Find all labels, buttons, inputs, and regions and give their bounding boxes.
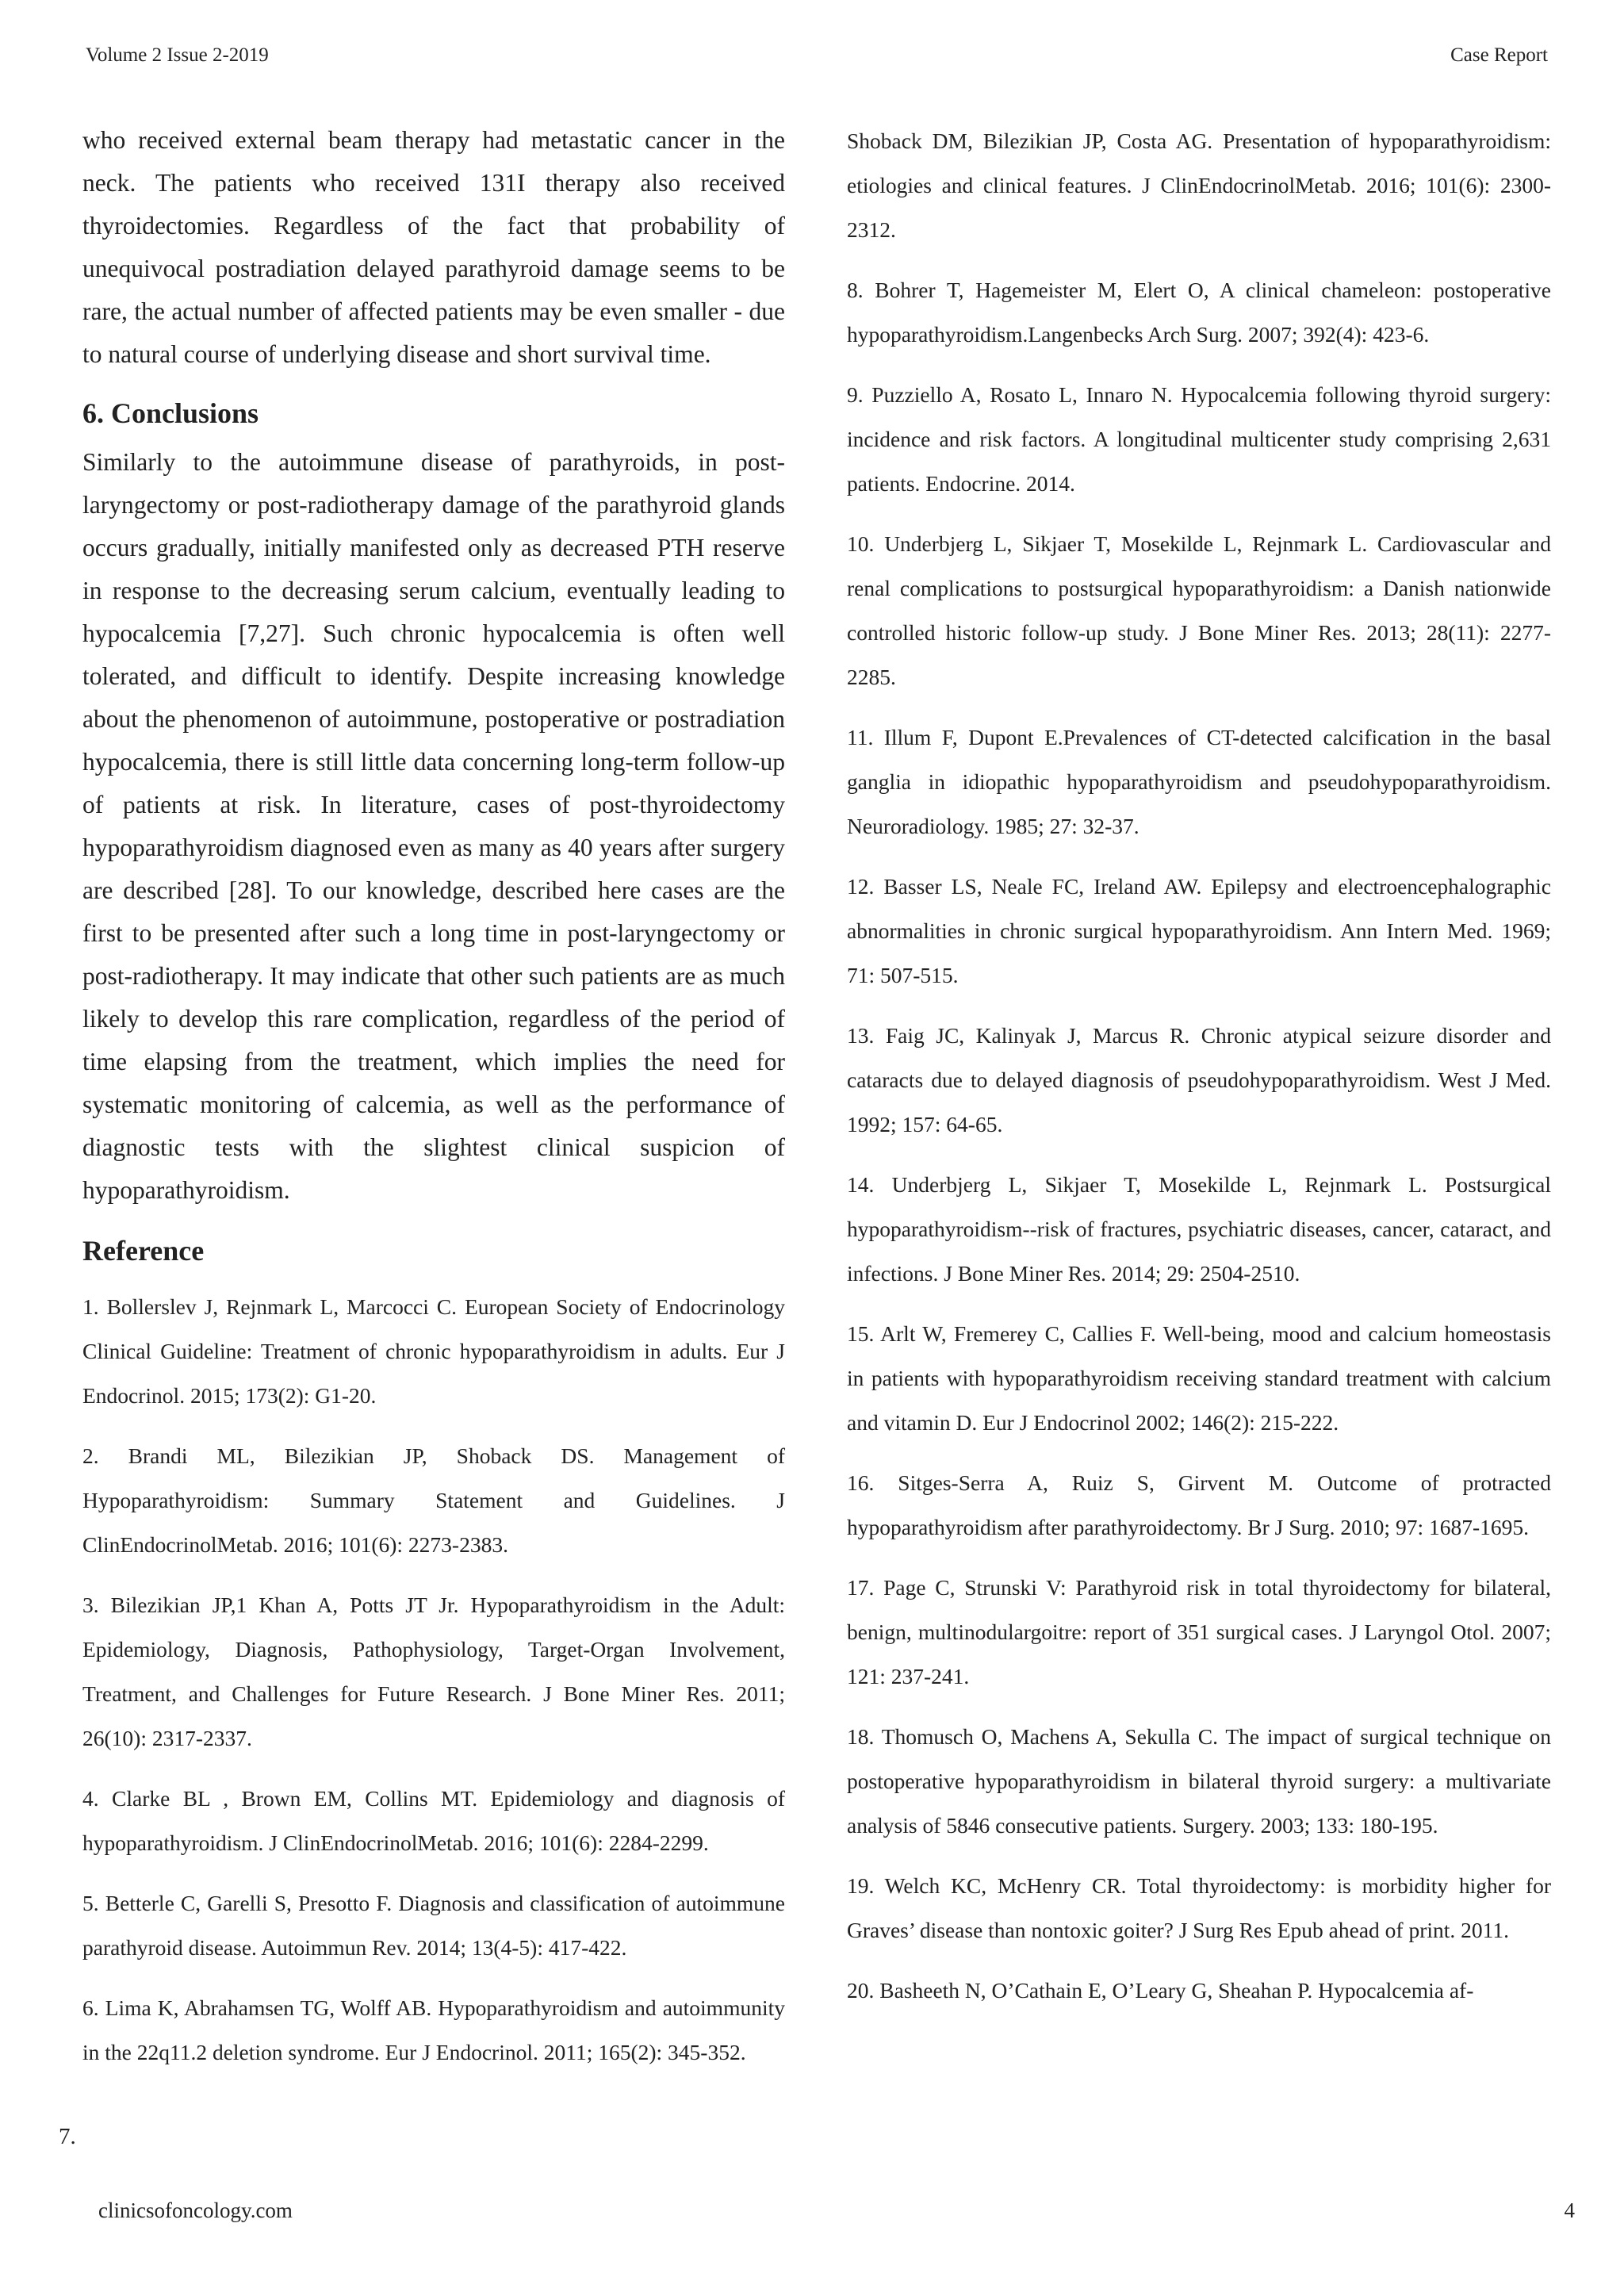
reference-item: 8. Bohrer T, Hagemeister M, Elert O, A clinical chameleon: postoperative hypoparathyroidism.Langenbecks Arch Surg. 2007; 392(4): 423-6. — [847, 278, 1551, 347]
reference-item: 4. Clarke BL , Brown EM, Collins MT. Epidemiology and diagnosis of hypoparathyroidism. J ClinEndocrinolMetab. 2016; 101(6): 2284-2299. — [82, 1786, 785, 1855]
reference-item: 1. Bollerslev J, Rejnmark L, Marcocci C. European Society of Endocrinology Clinical Guideline: Treatment of chronic hypoparathyroidism in adults. Eur J Endocrinol. 2015; 173(2): G1-20. — [82, 1294, 785, 1408]
reference-item: 6. Lima K, Abrahamsen TG, Wolff AB. Hypoparathyroidism and autoimmunity in the 22q11.2 deletion syndrome. Eur J Endocrinol. 2011; 165(2): 345-352. — [82, 1995, 785, 2064]
article-type: Case Report — [1450, 44, 1548, 66]
right-column — [847, 119, 1551, 2029]
reference-item: 3. Bilezikian JP,1 Khan A, Potts JT Jr. Hypoparathyroidism in the Adult: Epidemiology, Diagnosis, Pathophysiology, Target-Organ Involvement, Treatment, and Challenges for Future Research. J Bone Miner Res. 2011; 26(10): 2317-2337. — [82, 1593, 785, 1750]
reference-item: 14. Underbjerg L, Sikjaer T, Mosekilde L, Rejnmark L. Postsurgical hypoparathyroidism--risk of fractures, psychiatric diseases, cancer, cataract, and infections. J Bone Miner Res. 2014; 29: 2504-2510. — [847, 1172, 1551, 1286]
reference-item: 17. Page C, Strunski V: Parathyroid risk in total thyroidectomy for bilateral, benign, multinodulargoitre: report of 351 surgical cases. J Laryngol Otol. 2007; 121: 237-241. — [847, 1575, 1551, 1688]
reference-list-left — [82, 1285, 785, 2075]
reference-list-right — [847, 119, 1551, 2013]
reference-item: 13. Faig JC, Kalinyak J, Marcus R. Chronic atypical seizure disorder and cataracts due to delayed diagnosis of pseudohypoparathyroidism. West J Med. 1992; 157: 64-65. — [847, 1023, 1551, 1137]
reference-number-marker: 7. — [59, 2124, 76, 2149]
reference-item: 18. Thomusch O, Machens A, Sekulla C. The impact of surgical technique on postoperative hypoparathyroidism in bilateral thyroid surgery: a multivariate analysis of 5846 consecutive patients. Surgery. 2003; 133: 180-195. — [847, 1724, 1551, 1838]
left-column — [82, 119, 785, 2091]
reference-item: 20. Basheeth N, O’Cathain E, O’Leary G, Sheahan P. Hypocalcemia af- — [847, 1978, 1474, 2003]
reference-item: Shoback DM, Bilezikian JP, Costa AG. Presentation of hypoparathyroidism: etiologies and clinical features. J ClinEndocrinolMetab. 2016; 101(6): 2300-2312. — [847, 128, 1551, 242]
footer-website[interactable]: clinicsofoncology.com — [98, 2198, 293, 2222]
reference-item: 5. Betterle C, Garelli S, Presotto F. Diagnosis and classification of autoimmune parathyroid disease. Autoimmun Rev. 2014; 13(4-5): 417-422. — [82, 1891, 785, 1960]
reference-item: 9. Puzziello A, Rosato L, Innaro N. Hypocalcemia following thyroid surgery: incidence and risk factors. A longitudinal multicenter study comprising 2,631 patients. Endocrine. 2014. — [847, 382, 1551, 496]
reference-heading: Reference — [82, 1235, 205, 1267]
reference-item: 16. Sitges-Serra A, Ruiz S, Girvent M. Outcome of protracted hypoparathyroidism after parathyroidectomy. Br J Surg. 2010; 97: 1687-1695. — [847, 1470, 1551, 1539]
reference-item: 19. Welch KC, McHenry CR. Total thyroidectomy: is morbidity higher for Graves’ disease than nontoxic goiter? J Surg Res Epub ahead of print. 2011. — [847, 1873, 1551, 1942]
reference-item: 12. Basser LS, Neale FC, Ireland AW. Epilepsy and electroencephalographic abnormalities in chronic surgical hypoparathyroidism. Ann Intern Med. 1969; 71: 507-515. — [847, 874, 1551, 987]
reference-item: 10. Underbjerg L, Sikjaer T, Mosekilde L, Rejnmark L. Cardiovascular and renal complications to postsurgical hypoparathyroidism: a Danish nationwide controlled historic follow-up study. J Bone Miner Res. 2013; 28(11): 2277-2285. — [847, 531, 1551, 689]
reference-item: 11. Illum F, Dupont E.Prevalences of CT-detected calcification in the basal ganglia in idiopathic hypoparathyroidism and pseudohypoparathyroidism. Neuroradiology. 1985; 27: 32-37. — [847, 725, 1551, 838]
intro-paragraph: who received external beam therapy had metastatic cancer in the neck. The patients who received 131I therapy also received thyroidectomies. Regardless of the fact that probability of unequivocal postradiation delayed parathyroid damage seems to be rare, the actual number of affected patients may be even smaller - due to natural course of underlying disease and short survival time. — [82, 126, 785, 368]
conclusions-paragraph: Similarly to the autoimmune disease of parathyroids, in post-laryngectomy or post-radiotherapy damage of the parathyroid glands occurs gradually, initially manifested only as decreased PTH reserve in response to the decreasing serum calcium, eventually leading to hypocalcemia [7,27]. Such chronic hypocalcemia is often well tolerated, and difficult to identify. Despite increasing knowledge about the phenomenon of autoimmune, postoperative or postradiation hypocalcemia, there is still little data concerning long-term follow-up of patients at risk. In literature, cases of post-thyroidectomy hypoparathyroidism diagnosed even as many as 40 years after surgery are described [28]. To our knowledge, described here cases are the first to be presented after such a long time in post-laryngectomy or post-radiotherapy. It may indicate that other such patients are as much likely to develop this rare complication, regardless of the period of time elapsing from the treatment, which implies the need for systematic monitoring of calcemia, as well as the performance of diagnostic tests with the slightest clinical suspicion of hypoparathyroidism. — [82, 448, 785, 1204]
reference-item: 15. Arlt W, Fremerey C, Callies F. Well-being, mood and calcium homeostasis in patients with hypoparathyroidism receiving standard treatment with calcium and vitamin D. Eur J Endocrinol 2002; 146(2): 215-222. — [847, 1321, 1551, 1435]
journal-issue: Volume 2 Issue 2-2019 — [86, 44, 269, 66]
page-number: 4 — [1564, 2198, 1575, 2222]
reference-item: 2. Brandi ML, Bilezikian JP, Shoback DS. Management of Hypoparathyroidism: Summary Statement and Guidelines. J ClinEndocrinolMetab. 2016; 101(6): 2273-2383. — [82, 1443, 785, 1557]
conclusions-heading: 6. Conclusions — [82, 397, 259, 429]
